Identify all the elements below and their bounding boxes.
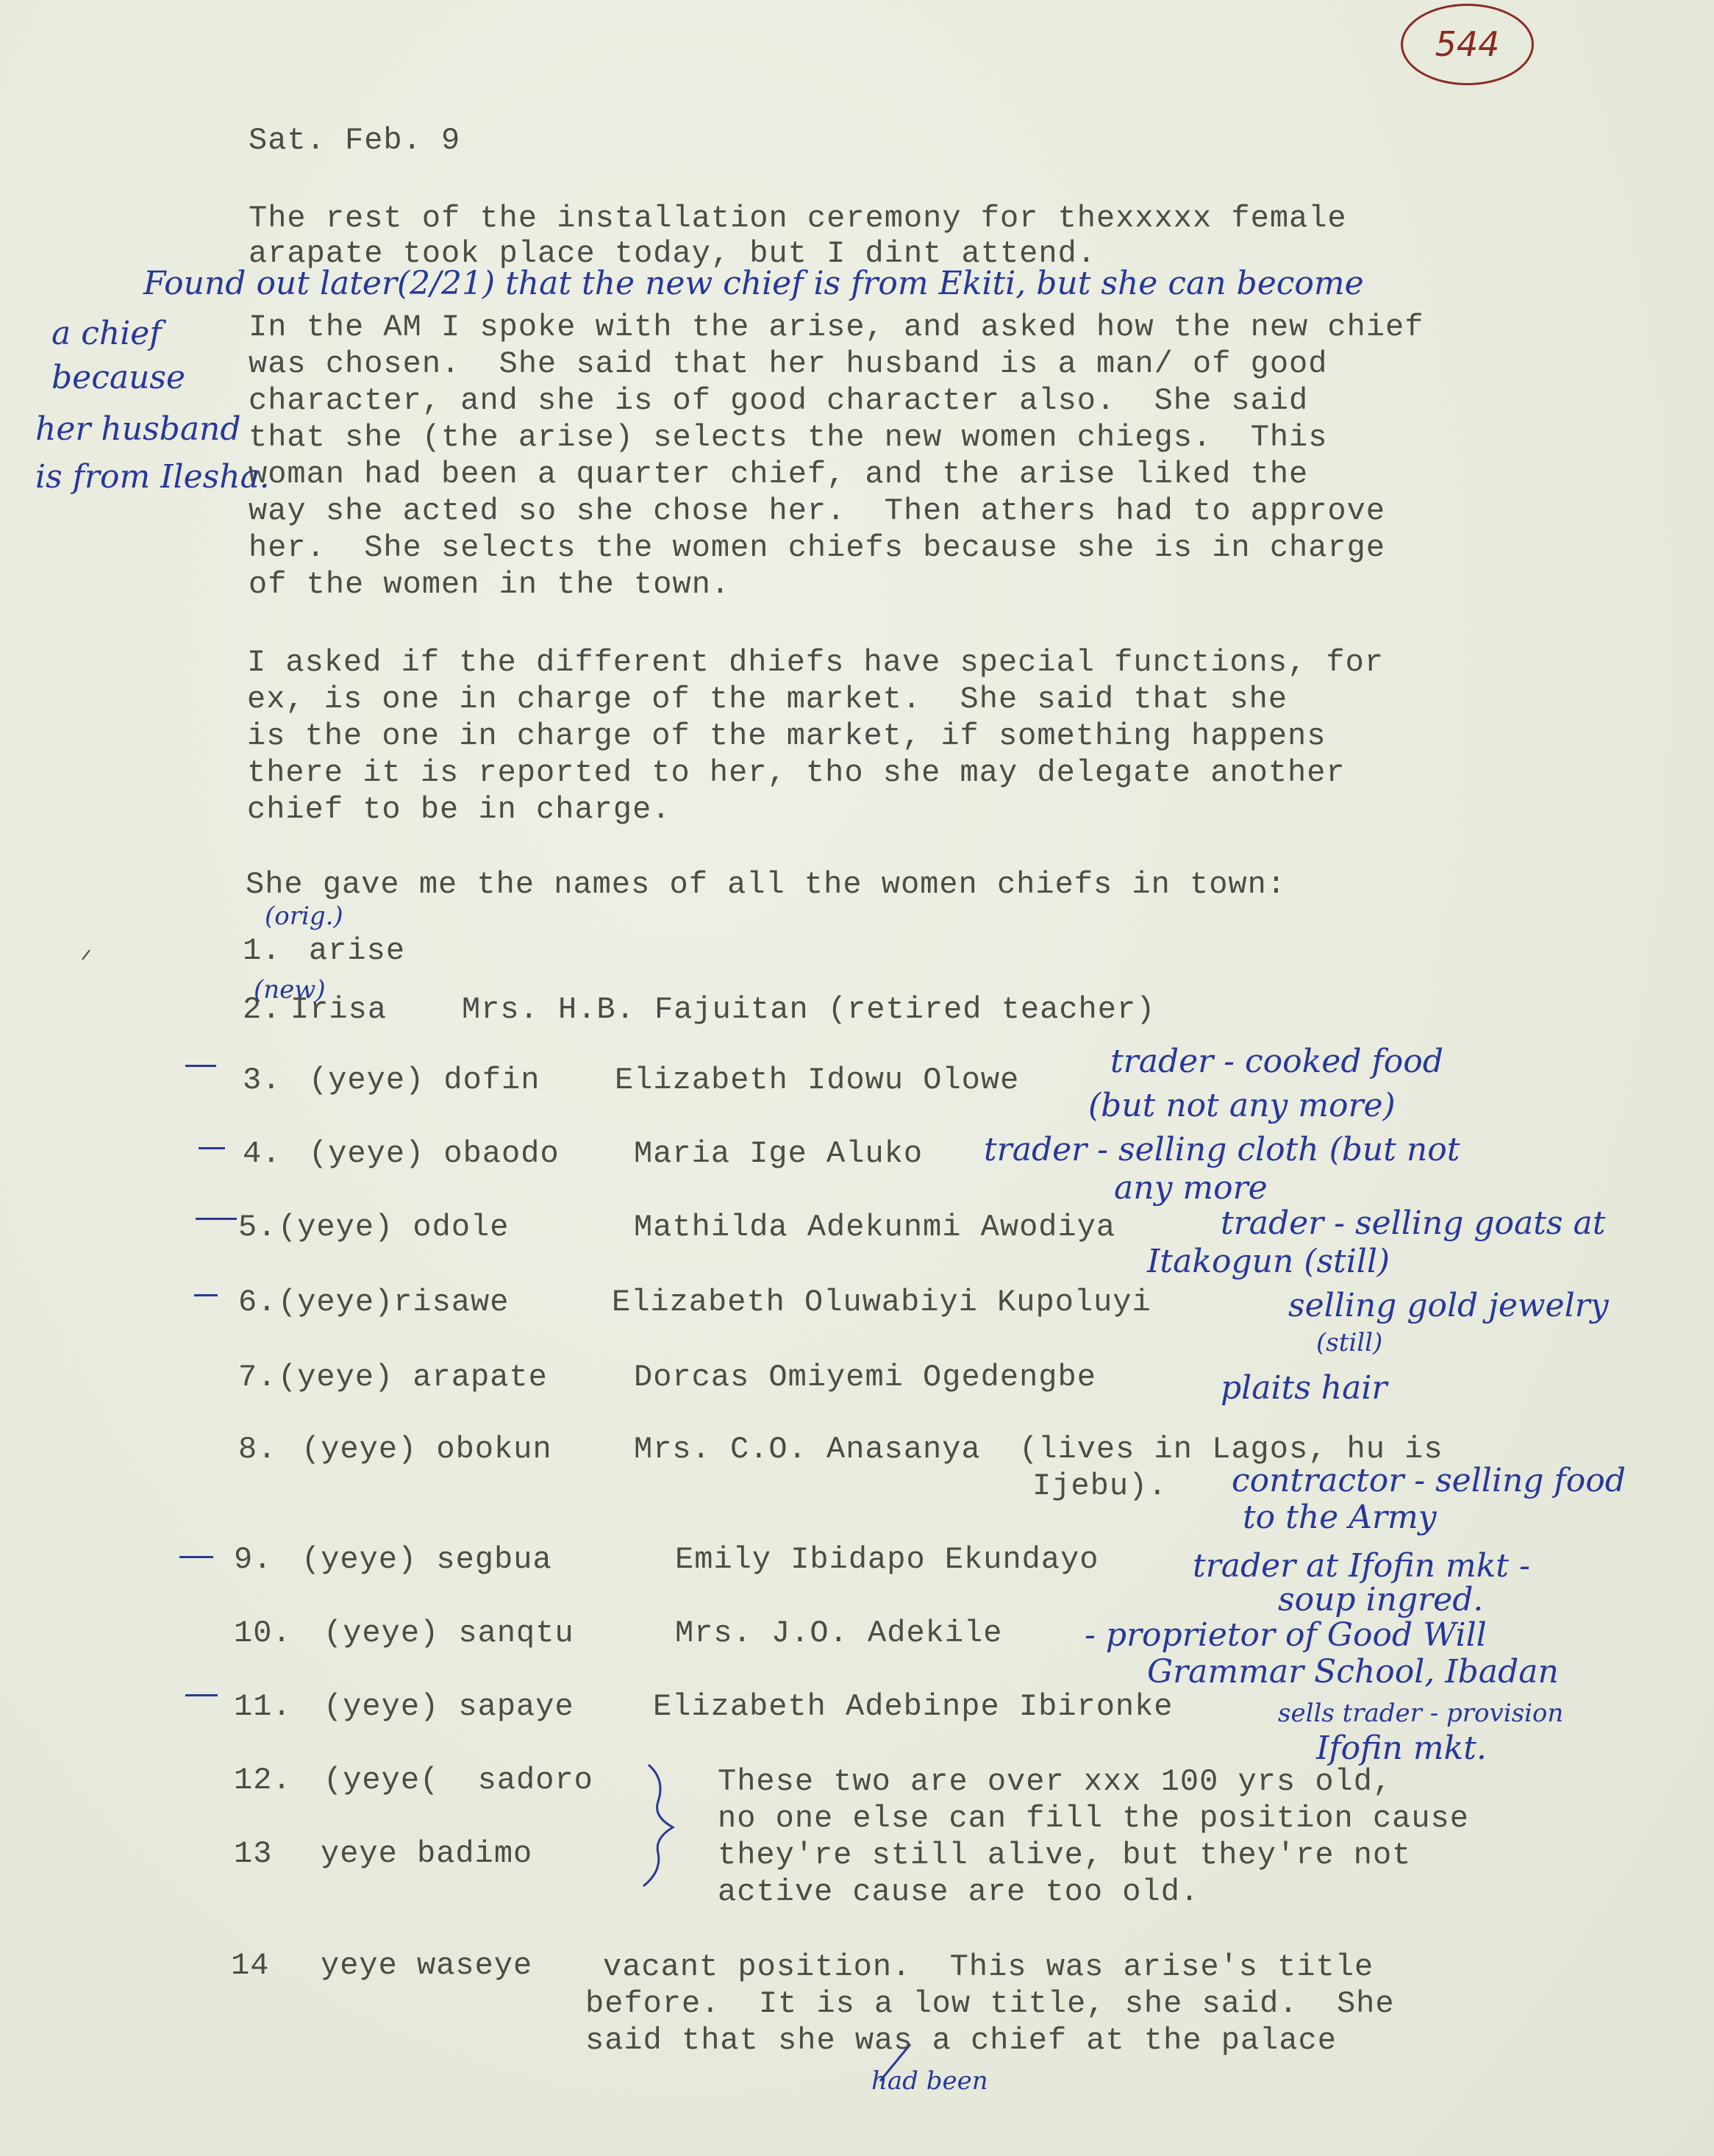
margin-note-line: is from Ilesha. (35, 458, 270, 496)
chief-number: 14 (231, 1948, 270, 1983)
chief-number: 9. (234, 1542, 273, 1577)
handwritten-occupation: (but not any more) (1088, 1087, 1396, 1124)
chief-title: (yeye) obokun (301, 1432, 552, 1467)
chief-title: (yeye) arapate (278, 1360, 548, 1395)
chief-name: Mrs. J.O. Adekile (675, 1616, 1003, 1651)
handwritten-occupation: sells trader - provision (1278, 1699, 1564, 1728)
chief-name: Mathilda Adekunmi Awodiya (634, 1210, 1116, 1245)
page-number-stamp: 544 (1401, 4, 1534, 85)
para2-line: woman had been a quarter chief, and the arise liked the (249, 457, 1309, 492)
chief-name-cont: Ijebu). (1032, 1468, 1168, 1504)
para3-line: there it is reported to her, tho she may delegate another (247, 755, 1346, 790)
item14-note-line: before. It is a low title, she said. She (585, 1986, 1395, 2021)
margin-note-line: because (51, 359, 186, 396)
handwritten-above-irisa: (new) (254, 975, 326, 1004)
chief-number: 12. (234, 1763, 292, 1798)
para2-line: way she acted so she chose her. Then athers had to approve (249, 493, 1386, 529)
para2-line: character, and she is of good character also. She said (249, 383, 1309, 418)
entry-date: Sat. Feb. 9 (249, 123, 461, 158)
chief-number: 2. (243, 992, 282, 1027)
handwritten-occupation: trader - cooked food (1110, 1043, 1443, 1080)
handwritten-occupation: contractor - selling food (1232, 1462, 1626, 1499)
para2-line: that she (the arise) selects the new women chiegs. This (249, 420, 1328, 455)
handwritten-occupation: selling gold jewelry (1288, 1287, 1609, 1324)
margin-note-line: her husband (35, 410, 241, 448)
para2-line: her. She selects the women chiefs because she is in charge (249, 530, 1386, 565)
chief-name: Maria Ige Aluko (634, 1136, 924, 1171)
handwritten-occupation: trader - selling goats at (1221, 1204, 1606, 1242)
handwritten-occupation: trader - selling cloth (but not (984, 1131, 1460, 1168)
group-note-line: These two are over xxx 100 yrs old, (718, 1764, 1393, 1799)
chief-name: Mrs. C.O. Anasanya (lives in Lagos, hu is (634, 1432, 1443, 1467)
pencil-tick (82, 950, 90, 960)
chief-title: yeye waseye (321, 1948, 533, 1983)
chief-name: Dorcas Omiyemi Ogedengbe (634, 1360, 1096, 1395)
chief-number: 13 (234, 1836, 273, 1871)
handwritten-occupation: trader at Ifofin mkt - (1193, 1547, 1530, 1585)
chief-number: 4. (243, 1136, 282, 1171)
handwritten-occupation: soup ingred. (1278, 1581, 1484, 1618)
chief-number: 5. (238, 1210, 277, 1245)
chief-number: 8. (238, 1432, 277, 1467)
handwritten-correction: had been (871, 2066, 988, 2096)
chief-title: (yeye) obaodo (309, 1136, 560, 1171)
chief-title: (yeye)risawe (278, 1285, 510, 1320)
handwritten-occupation: plaits hair (1221, 1369, 1388, 1407)
item14-note-line: said that she was a chief at the palace (585, 2023, 1337, 2058)
para3-line: I asked if the different dhiefs have special functions, for (247, 645, 1385, 680)
group-note-line: no one else can fill the position cause (718, 1801, 1469, 1836)
chief-title: (yeye( sadoro (324, 1763, 593, 1798)
chief-name: Mrs. H.B. Fajuitan (retired teacher) (462, 992, 1156, 1027)
para3-line: ex, is one in charge of the market. She said that she (247, 682, 1288, 717)
para1-line: arapate took place today, but I dint attend. (249, 236, 1096, 271)
item14-note-line: vacant position. This was arise's title (603, 1949, 1374, 1985)
chief-title: (yeye) dofin (309, 1063, 540, 1098)
para2-line: was chosen. She said that her husband is a man/ of good (249, 346, 1328, 382)
para1-line: The rest of the installation ceremony for thexxxxx female (249, 201, 1347, 236)
chief-name: Emily Ibidapo Ekundayo (675, 1542, 1099, 1577)
chief-number: 11. (234, 1689, 292, 1724)
para3-line: is the one in charge of the market, if something happens (247, 718, 1326, 754)
handwritten-occupation: - proprietor of Good Will (1085, 1616, 1487, 1654)
chief-title: (yeye) odole (278, 1210, 510, 1245)
bracket-mark (643, 1765, 673, 1886)
handwritten-occupation: Itakogun (still) (1147, 1243, 1390, 1280)
chief-number: 7. (238, 1360, 277, 1395)
para3-line: chief to be in charge. (247, 792, 671, 827)
handwritten-above-arise: (orig.) (265, 902, 343, 931)
chief-number: 1. (243, 933, 282, 968)
chief-title: (yeye) sanqtu (324, 1616, 574, 1651)
chief-number: 6. (238, 1285, 277, 1320)
handwritten-occupation: (still) (1316, 1328, 1383, 1357)
handwritten-occupation: Ifofin mkt. (1316, 1730, 1487, 1767)
margin-note-line: a chief (51, 315, 162, 352)
handwritten-occupation: any more (1114, 1169, 1268, 1207)
chief-number: 10. (234, 1616, 292, 1651)
chief-title: Irisa (290, 992, 388, 1027)
para2-line: In the AM I spoke with the arise, and asked how the new chief (249, 310, 1424, 345)
chief-name: Elizabeth Idowu Olowe (615, 1063, 1020, 1098)
chief-title: (yeye) segbua (301, 1542, 552, 1577)
chief-number: 3. (243, 1063, 282, 1098)
chief-title: (yeye) sapaye (324, 1689, 574, 1724)
handwritten-note-top: Found out later(2/21) that the new chief is from Ekiti, but she can become (143, 265, 1364, 302)
para2-line: of the women in the town. (249, 567, 731, 602)
group-note-line: active cause are too old. (718, 1874, 1200, 1910)
chief-title: yeye badimo (321, 1836, 533, 1871)
group-note-line: they're still alive, but they're not (718, 1838, 1412, 1873)
handwritten-occupation: to the Army (1243, 1499, 1437, 1536)
chief-title: arise (309, 933, 406, 968)
chief-name: Elizabeth Adebinpe Ibironke (653, 1689, 1174, 1724)
chief-name: Elizabeth Oluwabiyi Kupoluyi (612, 1285, 1151, 1320)
handwritten-occupation: Grammar School, Ibadan (1147, 1653, 1559, 1691)
para4-line: She gave me the names of all the women chiefs in town: (246, 867, 1287, 902)
